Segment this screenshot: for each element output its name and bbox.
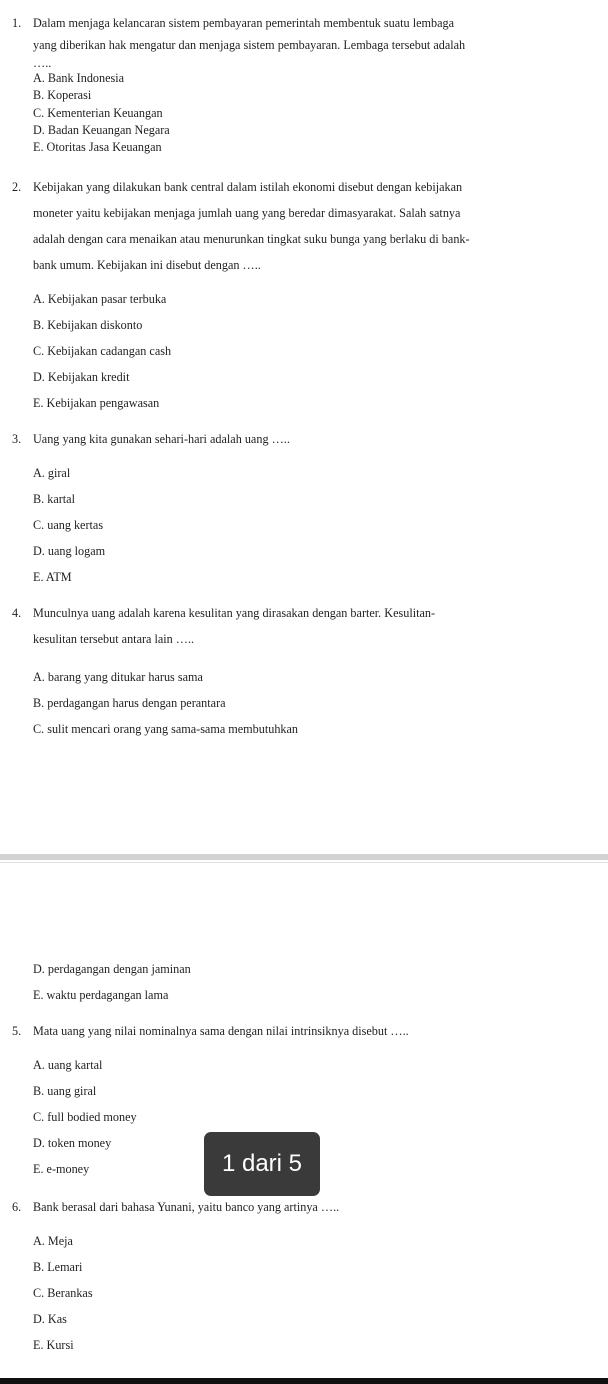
question-6-number: 6. [12,1200,22,1214]
question-2-option-a: A. Kebijakan pasar terbuka [33,292,167,306]
question-3-option-e: E. ATM [33,570,72,584]
cutoff-text-edge [0,1378,608,1384]
question-1-option-b: B. Koperasi [33,88,92,102]
question-3-option-d: D. uang logam [33,544,106,558]
question-1-text-line-2: yang diberikan hak mengatur dan menjaga sistem pembayaran. Lembaga tersebut adalah [33,38,466,52]
question-6-option-b: B. Lemari [33,1260,83,1274]
question-6-option-d: D. Kas [33,1312,67,1326]
question-1-blank: ….. [33,56,52,70]
question-1-option-d: D. Badan Keuangan Negara [33,123,170,137]
question-4-option-c: C. sulit mencari orang yang sama-sama membutuhkan [33,722,299,736]
question-6-option-c: C. Berankas [33,1286,93,1300]
question-5-option-e: E. e-money [33,1162,90,1176]
question-1-number: 1. [12,16,22,30]
question-2-option-b: B. Kebijakan diskonto [33,318,143,332]
question-6-text-line-1: Bank berasal dari bahasa Yunani, yaitu banco yang artinya ….. [33,1200,340,1214]
document-page-2 [0,866,608,1384]
page-separator-line [0,862,608,863]
question-2-option-c: C. Kebijakan cadangan cash [33,344,172,358]
question-2-number: 2. [12,180,22,194]
question-1-text-line-1: Dalam menjaga kelancaran sistem pembayaran pemerintah membentuk suatu lembaga [33,16,454,30]
question-2-text-line-3: adalah dengan cara menaikan atau menurunkan tingkat suku bunga yang berlaku di bank- [33,232,470,246]
question-2-option-e: E. Kebijakan pengawasan [33,396,160,410]
question-2-option-d: D. Kebijakan kredit [33,370,130,384]
question-3-option-c: C. uang kertas [33,518,104,532]
page-separator [0,852,608,866]
question-1-option-c: C. Kementerian Keuangan [33,106,163,120]
question-5-option-c: C. full bodied money [33,1110,137,1124]
question-4-number: 4. [12,606,22,620]
question-4-option-b: B. perdagangan harus dengan perantara [33,696,226,710]
question-5-option-d: D. token money [33,1136,112,1150]
question-4-text-line-1: Munculnya uang adalah karena kesulitan yang dirasakan dengan barter. Kesulitan- [33,606,436,620]
question-2-text-line-2: moneter yaitu kebijakan menjaga jumlah uang yang beredar dimasyarakat. Salah satnya [33,206,461,220]
question-4-option-d: D. perdagangan dengan jaminan [33,962,191,976]
question-3-text-line-1: Uang yang kita gunakan sehari-hari adalah uang ….. [33,432,290,446]
question-3-option-a: A. giral [33,466,71,480]
question-6-option-e: E. Kursi [33,1338,74,1352]
question-2-text-line-4: bank umum. Kebijakan ini disebut dengan ….. [33,258,261,272]
question-6-option-a: A. Meja [33,1234,73,1248]
question-2-text-line-1: Kebijakan yang dilakukan bank central dalam istilah ekonomi disebut dengan kebijakan [33,180,463,194]
question-4-text-line-2: kesulitan tersebut antara lain ….. [33,632,195,646]
page-indicator-label: 1 dari 5 [221,1150,303,1177]
question-1-option-a: A. Bank Indonesia [33,71,125,85]
question-5-option-a: A. uang kartal [33,1058,103,1072]
question-1-option-e: E. Otoritas Jasa Keuangan [33,140,162,154]
question-5-text-line-1: Mata uang yang nilai nominalnya sama dengan nilai intrinsiknya disebut ….. [33,1024,409,1038]
page-separator-band [0,854,608,860]
question-4-option-e: E. waktu perdagangan lama [33,988,169,1002]
page-indicator [204,1132,320,1196]
question-5-number: 5. [12,1024,22,1038]
question-5-option-b: B. uang giral [33,1084,97,1098]
question-3-option-b: B. kartal [33,492,75,506]
question-4-option-a: A. barang yang ditukar harus sama [33,670,203,684]
question-3-number: 3. [12,432,22,446]
